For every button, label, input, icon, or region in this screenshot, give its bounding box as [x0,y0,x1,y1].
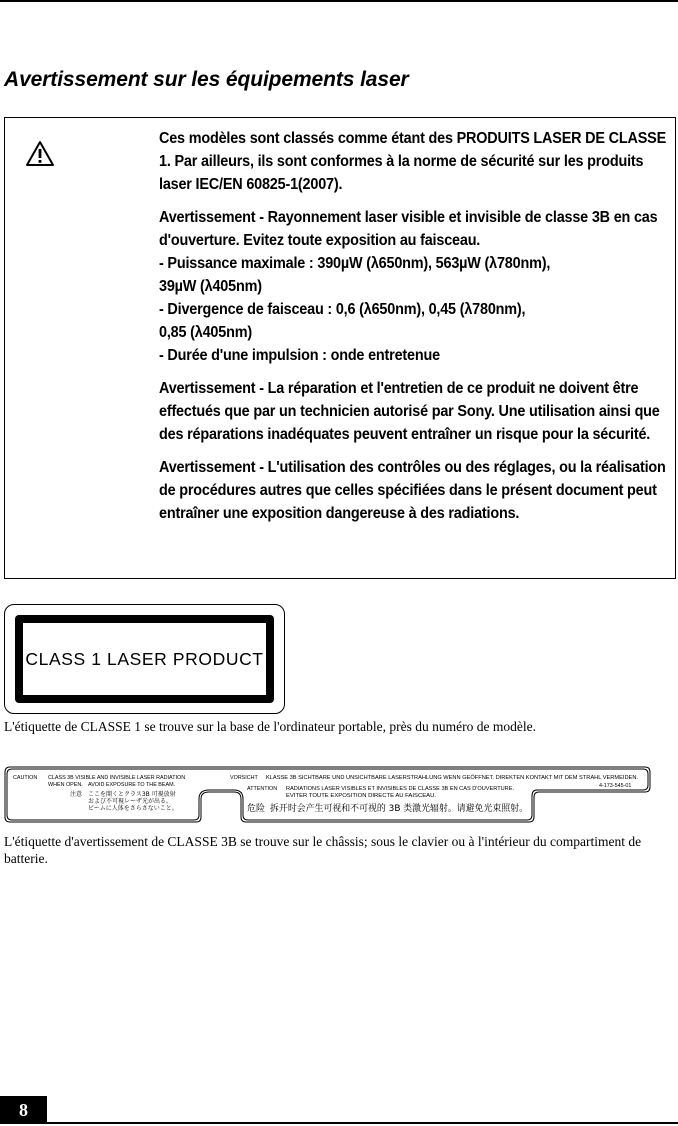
cn-head: 危险 [247,804,266,814]
class1-label-frame [15,615,274,703]
jp-line: および不可視レーザ光が出る。 [88,798,173,805]
jp-line: ここを開くとクラス3B 可視放射 [88,791,176,798]
jp-head: 注意 [70,791,83,798]
bottom-rule [47,1122,678,1124]
jp-line: ビームに人体をさらさないこと。 [88,805,178,812]
spec-line: - Durée d'une impulsion : onde entretenue [159,347,440,364]
warning-text [159,127,669,535]
spec-line: 0,85 (λ405nm) [159,324,252,341]
section-title: Avertissement sur les équipements laser [4,68,409,91]
attention-line: EVITER TOUTE EXPOSITION DIRECTE AU FAISCEAU. [286,793,436,799]
caution-line: AVOID EXPOSURE TO THE BEAM. [88,782,176,788]
laser-specs [159,252,669,367]
class1-label-text: CLASS 1 LASER PRODUCT [25,648,264,669]
page-number: 8 [0,1096,47,1124]
laser-warning-box [4,117,676,579]
attention-line: RADIATIONS LASER VISIBLES ET INVISIBLES DE CLASSE 3B EN CAS D'OUVERTURE. [286,786,514,792]
warning-paragraph: Ces modèles sont classés comme étant des PRODUITS LASER DE CLASSE 1. Par ailleurs, ils sont conformes à la norme de sécurité sur les produits laser IEC/EN 60825-1(2007). [159,130,667,193]
class1-caption: L'étiquette de CLASSE 1 se trouve sur la base de l'ordinateur portable, près du numéro de modèle. [4,719,536,734]
caution-head: CAUTION [13,775,38,781]
warning-paragraph: Avertissement - L'utilisation des contrôles ou des réglages, ou la réalisation de procédures autres que celles spécifiées dans le présent document peut entraîner une exposition dangereuse à des radiations. [159,459,666,522]
vorsicht-head: VORSICHT [230,775,258,781]
spec-line: - Divergence de faisceau : 0,6 (λ650nm), 0,45 (λ780nm), [159,301,526,318]
caution-line: CLASS 3B VISIBLE AND INVISIBLE LASER RADIATION [48,775,186,781]
class1-laser-label [4,604,285,714]
class3b-warning-label [4,766,651,824]
attention-head: ATTENTION [247,786,278,792]
part-number: 4-173-545-01 [599,783,632,789]
spec-line: 39µW (λ405nm) [159,278,262,295]
caution-line: WHEN OPEN. [48,782,83,788]
warning-triangle-icon [25,140,55,167]
class3b-caption: L'étiquette d'avertissement de CLASSE 3B se trouve sur le châssis; sous le clavier ou à l'intérieur du compartiment de batterie. [4,834,642,866]
cn-text: 拆开时会产生可视和不可视的 3B 类激光辐射。请避免光束照射。 [270,804,531,814]
vorsicht-text: KLASSE 3B SICHTBARE UND UNSICHTBARE LASERSTRAHLUNG WENN GEÖFFNET. DIREKTEN KONTAKT MIT DEM STRAHL VERMEIDEN. [266,775,620,781]
top-rule [0,0,678,2]
warning-paragraph: Avertissement - Rayonnement laser visible et invisible de classe 3B en cas d'ouverture. Evitez toute exposition au faisceau. [159,209,658,249]
warning-paragraph: Avertissement - La réparation et l'entretien de ce produit ne doivent être effectués que par un technicien autorisé par Sony. Une utilisation ainsi que des réparations inadéquates peuvent entraîner un risque pour la sécurité. [159,380,660,443]
spec-line: - Puissance maximale : 390µW (λ650nm), 563µW (λ780nm), [159,255,551,272]
